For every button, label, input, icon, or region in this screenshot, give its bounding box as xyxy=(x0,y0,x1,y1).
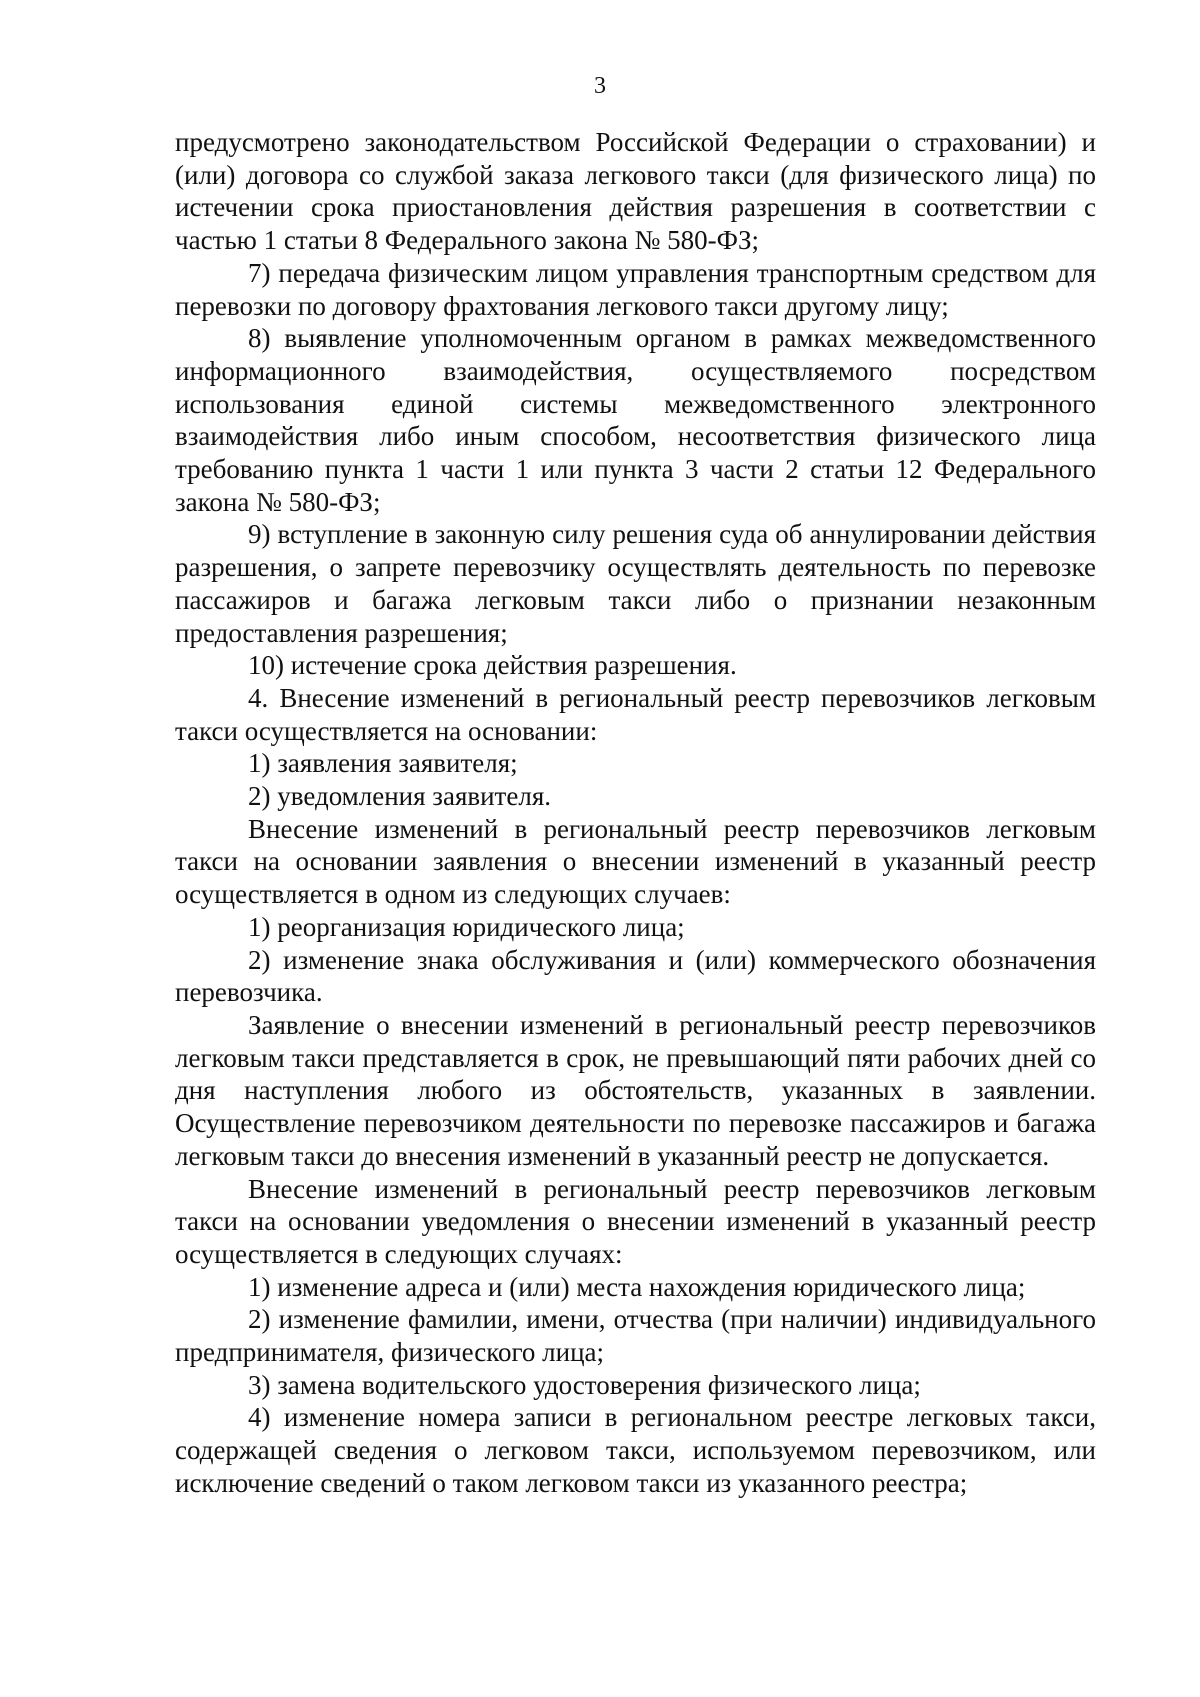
paragraph: 1) заявления заявителя; xyxy=(248,748,518,779)
document-body xyxy=(175,126,1096,1500)
paragraph: 8) выявление уполномоченным органом в рамках межведомственного информационного взаимодействия, осуществляемого посредством использования единой системы межведомственного электронного взаимодействия либо иным способом, несоответствия физического лица требованию пункта 1 части 1 или пункта 3 части 2 статьи 12 Федерального закона № 580-ФЗ; xyxy=(175,323,1096,517)
paragraph: 10) истечение срока действия разрешения. xyxy=(248,650,737,681)
paragraph: 1) изменение адреса и (или) места нахождения юридического лица; xyxy=(248,1271,1026,1302)
paragraph: предусмотрено законодательством Российской Федерации о страховании) и (или) договора со службой заказа легкового такси (для физического лица) по истечении срока приостановления действия разрешения в соответствии с частью 1 статьи 8 Федерального закона № 580-ФЗ; xyxy=(175,127,1096,256)
paragraph: 1) реорганизация юридического лица; xyxy=(248,911,685,942)
page-number: 3 xyxy=(594,73,606,99)
paragraph: 2) изменение фамилии, имени, отчества (при наличии) индивидуального предпринимателя, физического лица; xyxy=(175,1304,1096,1368)
paragraph: Внесение изменений в региональный реестр перевозчиков легковым такси на основании заявления о внесении изменений в указанный реестр осуществляется в одном из следующих случаев: xyxy=(175,813,1096,910)
paragraph: Внесение изменений в региональный реестр перевозчиков легковым такси на основании уведомления о внесении изменений в указанный реестр осуществляется в следующих случаях: xyxy=(175,1173,1096,1269)
paragraph: 4. Внесение изменений в региональный реестр перевозчиков легковым такси осуществляется на основании: xyxy=(175,682,1096,746)
paragraph: 9) вступление в законную силу решения суда об аннулировании действия разрешения, о запрете перевозчику осуществлять деятельность по перевозке пассажиров и багажа легковым такси либо о признании незаконным предоставления разрешения; xyxy=(175,519,1096,648)
paragraph: 2) уведомления заявителя. xyxy=(248,781,551,812)
paragraph: 2) изменение знака обслуживания и (или) коммерческого обозначения перевозчика. xyxy=(175,944,1096,1008)
paragraph: 7) передача физическим лицом управления транспортным средством для перевозки по договору фрахтования легкового такси другому лицу; xyxy=(175,257,1096,321)
paragraph: 4) изменение номера записи в региональном реестре легковых такси, содержащей сведения о легковом такси, используемом перевозчиком, или исключение сведений о таком легковом такси из указанного реестра; xyxy=(175,1402,1096,1498)
paragraph: Заявление о внесении изменений в региональный реестр перевозчиков легковым такси представляется в срок, не превышающий пяти рабочих дней со дня наступления любого из обстоятельств, указанных в заявлении. Осуществление перевозчиком деятельности по перевозке пассажиров и багажа легковым такси до внесения изменений в указанный реестр не допускается. xyxy=(175,1009,1096,1171)
paragraph: 3) замена водительского удостоверения физического лица; xyxy=(248,1369,921,1400)
